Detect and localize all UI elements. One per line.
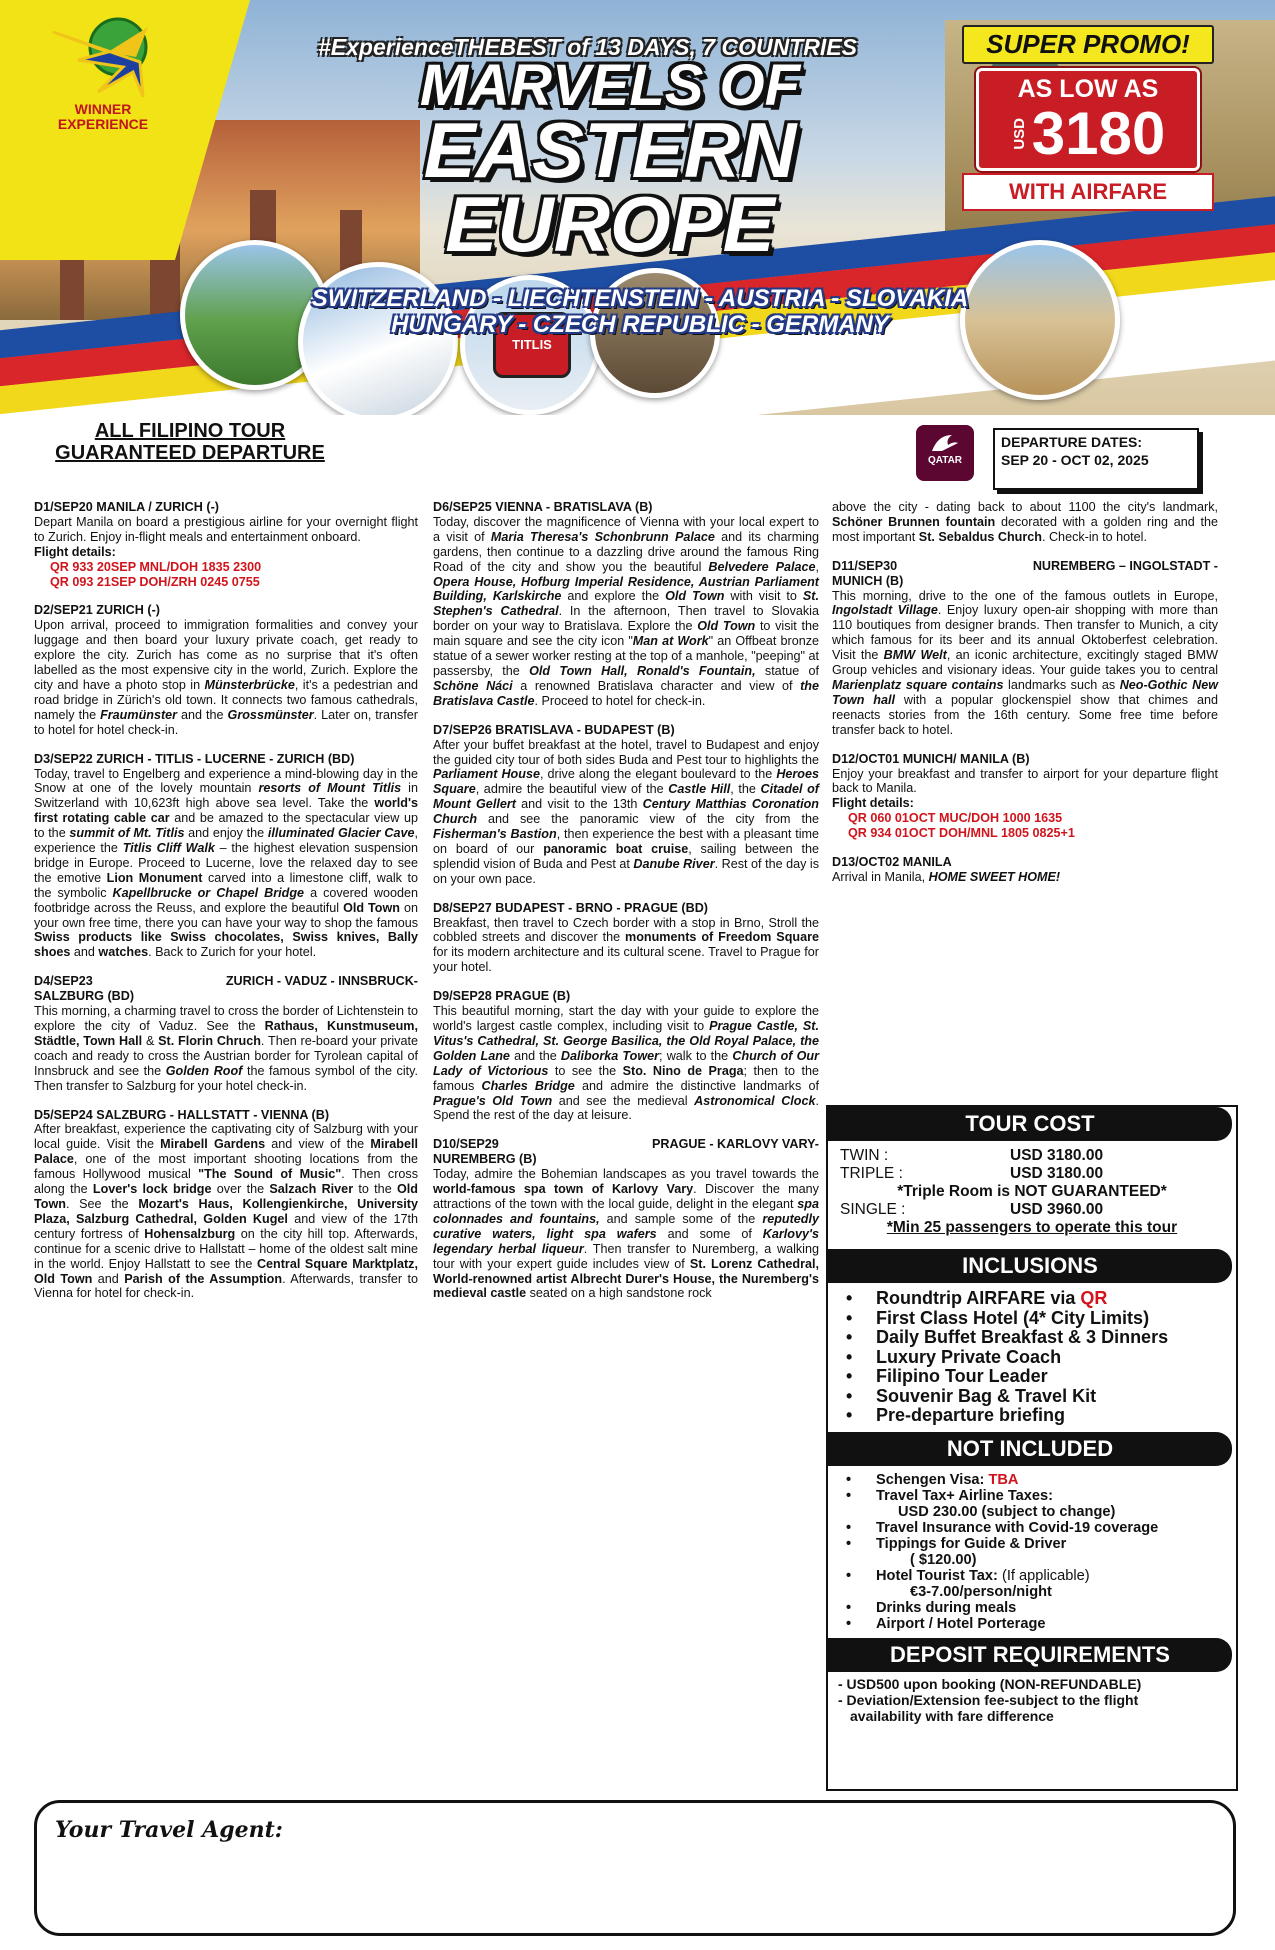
- day-heading: D3/SEP22 ZURICH - TITLIS - LUCERNE - ZURICH (BD): [34, 751, 355, 766]
- travel-agent-label: Your Travel Agent:: [55, 1817, 283, 1843]
- twin-row: [840, 1147, 1224, 1165]
- day-code: D11/SEP30: [832, 558, 898, 573]
- day-6: [433, 500, 819, 709]
- day-heading: D13/OCT02 MANILA: [832, 855, 952, 870]
- day-10-continued: [832, 500, 1218, 545]
- day-text: Depart Manila on board a prestigious airline for your overnight flight to Zurich. Enjoy in-flight meals and entertainment onboard.: [34, 514, 418, 544]
- title-line3: EUROPE: [445, 180, 775, 269]
- single-label: SINGLE :: [840, 1201, 906, 1218]
- list-item: • First Class Hotel (4* City Limits): [846, 1309, 1236, 1329]
- price-value: 3180: [1031, 100, 1166, 167]
- list-item: [846, 1472, 1236, 1488]
- tax-label: • Travel Tax+ Airline Taxes:: [876, 1487, 1053, 1504]
- day-13: [832, 855, 1218, 885]
- list-item: • Filipino Tour Leader: [846, 1367, 1236, 1387]
- min-passenger-note: *Min 25 passengers to operate this tour: [886, 1219, 1178, 1236]
- day-text: After your buffet breakfast at the hotel, travel to Budapest and enjoy the guided city tour of both sides Buda and Pest tour to highlights the Parliament House, drive along the elegant boulevard to the Heroes Square, admire the beautiful view of the Castle Hill, the Citadel of Mount Gellert and visit to the 13th Century Matthias Coronation Church and see the panoramic view of the city from the Fisherman's Bastion, then experience the best with a pleasant time on board of our panoramic boat cruise, sailing between the splendid vision of Buda and Pest at Danube River. Rest of the day is on your own pace.: [433, 737, 820, 886]
- list-item: • Drinks during meals: [846, 1600, 1236, 1616]
- twin-label: TWIN :: [840, 1147, 889, 1164]
- day-text: Arrival in Manila, HOME SWEET HOME!: [832, 869, 1061, 884]
- list-item: • Daily Buffet Breakfast & 3 Dinners: [846, 1328, 1236, 1348]
- day-text: Today, travel to Engelberg and experience a mind-blowing day in the Snow at one of the lovely mountain resorts of Mount Titlis in Switzerland with 10,623ft high above sea level. Take the world's first rotating cable car and be amazed to the spectacular view up to the summit of Mt. Titlis and enjoy the illuminated Glacier Cave, experience the Titlis Cliff Walk – the highest elevation suspension bridge in Europe. Proceed to Lucerne, love the relaxed day to see the emotive Lion Monument carved into a limestone cliff, walk to the symbolic Kapellbrucke or Chapel Bridge a covered wooden footbridge across the Reuss, and explore the beautiful Old Town on your own free time, there you can have your way to shop the famous Swiss products like Swiss chocolates, Swiss knives, Bally shoes and watches. Back to Zurich for your hotel.: [34, 766, 419, 960]
- day-code: D10/SEP29: [433, 1137, 499, 1152]
- not-included-list: [828, 1472, 1236, 1632]
- triple-note: *Triple Room is NOT GUARANTEED*: [897, 1183, 1167, 1200]
- day-heading-cont: MUNICH (B): [832, 573, 904, 588]
- day-heading: [433, 1137, 819, 1152]
- day-heading: D12/OCT01 MUNICH/ MANILA (B): [832, 751, 1030, 766]
- qatar-label: QATAR: [927, 455, 963, 466]
- triple-value: USD 3180.00: [1010, 1165, 1104, 1182]
- tour-cost-table: [828, 1141, 1236, 1237]
- single-row: [840, 1201, 1224, 1219]
- list-item: • Souvenir Bag & Travel Kit: [846, 1387, 1236, 1407]
- deposit-line: - Deviation/Extension fee-subject to the flight: [838, 1691, 1139, 1708]
- deposit-line: availability with fare difference: [850, 1707, 1054, 1724]
- eagle-logo-icon: [48, 12, 158, 102]
- price-box: [976, 68, 1200, 171]
- day-text: above the city - dating back to about 1100 the city's landmark, Schöner Brunnen fountain decorated with a golden ring and the most important St. Sebaldus Church. Check-in to hotel.: [832, 500, 1218, 544]
- departure-value: SEP 20 - OCT 02, 2025: [1001, 452, 1149, 468]
- countries-list: [230, 286, 1050, 338]
- deposit-details: [828, 1672, 1236, 1728]
- promo-badge: [962, 25, 1214, 211]
- day-text: This beautiful morning, start the day with your guide to explore the world's largest castle complex, including visit to Prague Castle, St. Vitus's Cathedral, St. George Basilica, the Old Royal Palace, the Golden Lane and the Daliborka Tower; walk to the Church of Our Lady of Victorious to see the Sto. Nino de Praga; then to the famous Charles Bridge and admire the distinctive landmarks of Prague's Old Town and see the medieval Astronomical Clock. Spend the rest of the day at leisure.: [433, 1004, 819, 1123]
- day-text: This morning, drive to the one of the famous outlets in Europe, Ingolstadt Village. Enjoy luxury open-air shopping with more than 110 boutiques from designer brands. Then transfer to Munich, a city which famous for its beer and its annual Oktoberfest celebration. Visit the BMW Welt, an iconic architecture, excitingly staged BMW Group vehicles and visionary ideas. Your guide takes you to central Marienplatz square contains landmarks such as Neo-Gothic New Town hall with a popular glockenspiel show that chimes and reenacts stories from the 16th century. Some free time before transfer back to hotel.: [832, 588, 1219, 737]
- oryx-icon: [928, 431, 962, 455]
- day-heading: [34, 974, 418, 989]
- flight-details-label: Flight details:: [34, 544, 116, 559]
- with-airfare-label: WITH AIRFARE: [962, 173, 1214, 211]
- guarantee-line1: ALL FILIPINO TOUR: [94, 420, 286, 442]
- day-heading-cont: SALZBURG (BD): [34, 989, 135, 1004]
- super-promo-label: SUPER PROMO!: [962, 25, 1214, 64]
- day-5: [34, 1108, 418, 1302]
- day-11: [832, 559, 1218, 738]
- itinerary-column-3: [832, 500, 1218, 899]
- day-route: ZURICH - VADUZ - INNSBRUCK-: [225, 974, 418, 989]
- guarantee-line2: GUARANTEED DEPARTURE: [55, 442, 325, 464]
- tour-info-box: [826, 1105, 1238, 1791]
- day-1: [34, 500, 418, 589]
- brand-line2: EXPERIENCE: [57, 116, 149, 132]
- hashtag-headline: #ExperienceTHEBEST of 13 DAYS, 7 COUNTRIES: [318, 34, 857, 60]
- travel-agent-box: [34, 1800, 1236, 1936]
- day-route: NUREMBERG – INGOLSTADT -: [1032, 558, 1218, 573]
- departure-label: DEPARTURE DATES:: [1001, 434, 1143, 450]
- day-heading: D1/SEP20 MANILA / ZURICH (-): [34, 500, 219, 514]
- list-item: [846, 1536, 1236, 1568]
- countries-line1: SWITZERLAND - LIECHTENSTEIN - AUSTRIA - SLOVAKIA: [311, 285, 969, 312]
- day-heading: [832, 559, 1218, 574]
- triple-row: [840, 1165, 1224, 1183]
- single-value: USD 3960.00: [1010, 1201, 1104, 1218]
- deposit-heading: DEPOSIT REQUIREMENTS: [828, 1638, 1232, 1672]
- visa-value: TBA: [988, 1471, 1019, 1488]
- day-heading: D5/SEP24 SALZBURG - HALLSTATT - VIENNA (B): [34, 1107, 330, 1122]
- currency-label: USD: [1010, 118, 1028, 150]
- hotel-tax-label: Hotel Tourist Tax:: [876, 1567, 998, 1584]
- day-text: Enjoy your breakfast and transfer to airport for your departure flight back to Manila.: [832, 766, 1218, 796]
- flight-line: QR 060 01OCT MUC/DOH 1000 1635: [848, 811, 1063, 826]
- day-heading-cont: NUREMBERG (B): [433, 1152, 537, 1167]
- day-text: Today, discover the magnificence of Vienna with your local expert to a visit of Maria Theresa's Schonbrunn Palace and its charming gardens, then continue to a dazzling drive around the famous Ring Road of the city and show you the beautiful Belvedere Palace, Opera House, Hofburg Imperial Residence, Austrian Parliament Building, Karlskirche and explore the Old Town with visit to St. Stephen's Cathedral. In the afternoon, Then travel to Slovakia border on your way to Bratislava. Explore the Old Town to visit the main square and see the city icon "Man at Work" an Offbeat bronze statue of a sewer worker resting at the top of a manhole, "peeping" at passersby, the Old Town Hall, Ronald's Fountain, statue of Schöne Náci a renowned Bratislava character and view of the Bratislava Castle. Proceed to hotel for check-in.: [433, 514, 820, 708]
- countries-line2: HUNGARY - CZECH REPUBLIC - GERMANY: [391, 311, 889, 338]
- itinerary-column-2: [433, 500, 819, 1315]
- day-3: [34, 752, 418, 961]
- day-10: [433, 1137, 819, 1301]
- flight-line: QR 934 01OCT DOH/MNL 1805 0825+1: [848, 826, 1075, 841]
- inclusions-heading: INCLUSIONS: [828, 1249, 1232, 1283]
- list-item: [846, 1568, 1236, 1600]
- winner-experience-logo: [28, 12, 178, 132]
- tips-value: ( $120.00): [910, 1551, 977, 1568]
- carrier-code: QR: [1080, 1288, 1108, 1308]
- day-route: PRAGUE - KARLOVY VARY-: [651, 1137, 819, 1152]
- list-item: • Airport / Hotel Porterage: [846, 1616, 1236, 1632]
- flight-line: QR 933 20SEP MNL/DOH 1835 2300: [50, 559, 262, 574]
- as-low-as-label: AS LOW AS: [1017, 75, 1159, 103]
- deposit-line: - USD500 upon booking (NON-REFUNDABLE): [838, 1675, 1142, 1692]
- day-code: D4/SEP23: [34, 974, 93, 989]
- day-9: [433, 989, 819, 1123]
- visa-label: Schengen Visa:: [876, 1471, 989, 1488]
- tips-label: • Tippings for Guide & Driver: [876, 1535, 1067, 1552]
- day-text: After breakfast, experience the captivating city of Salzburg with your local guide. Visit the Mirabell Gardens and view of the Mirabell Palace, one of the most important shooting locations from the famous Hollywood musical "The Sound of Music". Then cross along the Lover's lock bridge over the Salzach River to the Old Town. See the Mozart's Haus, Kollengienkirche, University Plaza, Salzburg Cathedral, Golden Kugel and view of the 17th century fortress of Hohensalzburg on the city hill top. Afterwards, continue for a scenic drive to Hallstatt – home of the oldest salt mine in the world. Enjoy Hallstatt to see the Central Square Marktplatz, Old Town and Parish of the Assumption. Afterwards, transfer to Vienna for hotel for check-in.: [34, 1122, 419, 1301]
- guaranteed-departure-heading: [40, 420, 340, 464]
- tour-title: [330, 53, 890, 269]
- day-4: [34, 974, 418, 1093]
- day-text: Upon arrival, proceed to immigration formalities and convey your luggage and then board your luxury private coach, get ready to explore the city. Zurich has come as no surprise that it's often labelled as the most expensive city in the world, Zurich. Explore the city and have a photo stop in Münsterbrücke, it's a pedestrian and road bridge in Zürich's old town. It connects two famous cathedrals, namely the Fraumünster and the Grossmünster. Later on, transfer to hotel for hotel check-in.: [34, 618, 418, 737]
- departure-dates-box: [993, 428, 1199, 490]
- day-heading: D6/SEP25 VIENNA - BRATISLAVA (B): [433, 500, 653, 514]
- itinerary-column-1: [34, 500, 418, 1315]
- day-heading: D8/SEP27 BUDAPEST - BRNO - PRAGUE (BD): [433, 900, 708, 915]
- triple-label: TRIPLE :: [840, 1165, 903, 1182]
- day-heading: D2/SEP21 ZURICH (-): [34, 603, 160, 618]
- day-8: [433, 901, 819, 976]
- list-item: [846, 1488, 1236, 1520]
- day-7: [433, 723, 819, 887]
- day-2: [34, 603, 418, 737]
- twin-value: USD 3180.00: [1010, 1147, 1104, 1164]
- title-line1: MARVELS OF: [419, 53, 801, 118]
- day-heading: D7/SEP26 BRATISLAVA - BUDAPEST (B): [433, 722, 675, 737]
- hotel-tax-note: (If applicable): [1001, 1567, 1090, 1584]
- day-text: Today, admire the Bohemian landscapes as you travel towards the world-famous spa town of Karlovy Vary. Discover the many attractions of the town with the local guide, delight in the elegant spa colonnades and fountains, and sample some of the reputedly curative waters, light spa wafers and some of Karlovy's legendary herbal liqueur. Then transfer to Nuremberg, a walking tour with your expert guide includes view of St. Lorenz Cathedral, World-renowned artist Albrecht Durer's House, the Nuremberg's medieval castle seated on a high sandstone rock: [433, 1167, 819, 1301]
- flight-line: QR 093 21SEP DOH/ZRH 0245 0755: [50, 574, 260, 589]
- inclusion-airfare: Roundtrip AIRFARE via: [876, 1288, 1081, 1308]
- qatar-airways-logo: [916, 425, 974, 481]
- flight-details-label: Flight details:: [832, 796, 914, 811]
- day-12: [832, 752, 1218, 841]
- list-item: • Pre-departure briefing: [846, 1406, 1236, 1426]
- list-item: [846, 1289, 1236, 1309]
- cable-car-label: TITLIS: [493, 312, 571, 378]
- tax-value: USD 230.00 (subject to change): [898, 1503, 1116, 1520]
- not-included-heading: NOT INCLUDED: [828, 1432, 1232, 1466]
- inclusions-list: [828, 1289, 1236, 1426]
- day-text: Breakfast, then travel to Czech border with a stop in Brno, Stroll the cobbled streets and discover the monuments of Freedom Square for its modern architecture and its cultural scene. Travel to Prague for your hotel.: [433, 915, 819, 975]
- title-line2: EASTERN: [423, 106, 797, 195]
- day-heading: D9/SEP28 PRAGUE (B): [433, 989, 571, 1004]
- list-item: • Travel Insurance with Covid-19 coverage: [846, 1520, 1236, 1536]
- list-item: • Luxury Private Coach: [846, 1348, 1236, 1368]
- brand-line1: WINNER: [74, 101, 132, 117]
- hero-banner: [0, 0, 1275, 415]
- hotel-tax-value: €3-7.00/person/night: [910, 1583, 1052, 1600]
- tour-cost-heading: TOUR COST: [828, 1107, 1232, 1141]
- day-text: This morning, a charming travel to cross the border of Lichtenstein to explore the city of Vaduz. See the Rathaus, Kunstmuseum, Städtle, Town Hall & St. Florin Chruch. Then re-board your private coach and ready to cross the Austrian border for Tyrolean capital of Innsbruck and see the Golden Roof the famous symbol of the city. Then transfer to Salzburg for your hotel check-in.: [34, 1004, 419, 1093]
- price-row: [985, 100, 1191, 167]
